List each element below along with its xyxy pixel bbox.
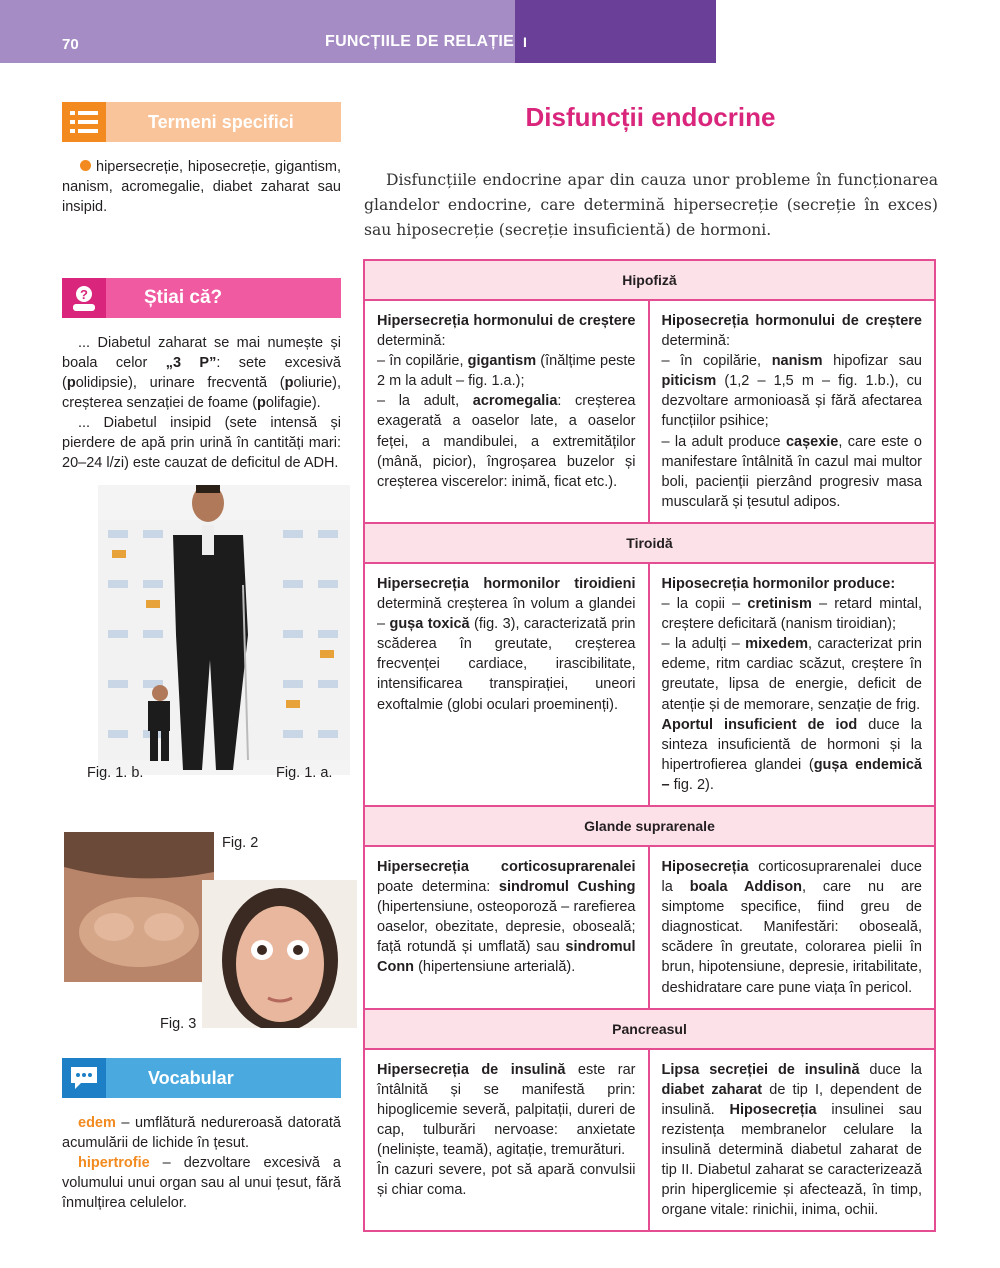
bullet-icon [80,160,91,171]
stiai-paragraph-1: ... Diabetul zaharat se mai numește și boala celor „3 P”: sete excesivă (polidipsie), urinare frecventă (poliurie), creșterea senzației de foame (polifagie). [62,335,341,411]
page-number: 70 [62,36,79,53]
fig-3-label: Fig. 3 [160,1016,197,1032]
row-pancreas [365,1050,934,1231]
row-hipofiza [365,301,934,524]
vocabular-header [62,1058,341,1098]
chapter-number: I [523,34,527,50]
section-tiroida: Tiroidă [365,524,934,564]
list-icon [62,102,106,142]
chapter-title: FUNCȚIILE DE RELAȚIE [325,33,515,50]
header-accent [515,0,716,63]
termeni-specifici-header [62,102,341,142]
stiai-ca-header [62,278,341,318]
stiai-ca-text [62,333,341,473]
pancreas-hiposecretie: Lipsa secreției de insulină duce la diabet zaharat de tip I, dependent de insulină. Hiposecreția insulinei sau rezistența membranelor celulare la insulină determină diabetul zaharat de tip II. Diabetul zaharat se caracterizează prin hiperglicemie și afectează, în timp, organe vitale: rinichii, inima, ochii. [661,1061,922,1219]
suprarenale-hiposecretie: Hiposecreția corticosuprarenalei duce la boala Addison, care nu are simptome specifice, fiind greu de diagnosticat. Manifestări: oboseală, scădere în greutate, colorarea pielii în brun, hipotensiune, depresie, iritabilitate, deshidratare care pune viața în pericol. [661,858,922,996]
row-tiroida [365,564,934,807]
vocabular-title: Vocabular [106,1058,341,1098]
row-suprarenale [365,847,934,1010]
termeni-specifici-title: Termeni specifici [106,102,341,142]
vocab-entry-hipertrofie: hipertrofie – dezvoltare excesivă a volumului unui organ sau al unui țesut, fără înmulțirea celulelor. [62,1155,341,1211]
disorders-table [363,259,936,1232]
stiai-ca-title: Știai că? [106,278,341,318]
vocab-entry-edem: edem – umflătură nedureroasă datorată acumulării de lichide în țesut. [62,1115,341,1151]
header-bar [0,0,515,63]
hipofiza-hiposecretie: Hiposecreția hormonului de creștere determină: – în copilărie, nanism hipofizar sau piticism (1,2 – 1,5 m – fig. 1.b.), cu dezvoltare armonioasă și fără afectarea funcțiilor psihice; – la adult produce cașexie, care este o manifestare întâlnită în cazul mai multor boli, pacienții pierzând progresiv masa musculară și țesutul adipos. [661,313,922,510]
tiroida-hipersecretie: Hipersecreția hormonilor tiroidieni determină creșterea în volum a glandei – gușa toxică (fig. 3), caracterizată prin scăderea în greutate, creșterea frecvenței cardiace, irascibilitate, intensificarea transpirației, uneori exoftalmie (globi oculari proeminenți). [365,564,650,805]
speech-bubble-icon [62,1058,106,1098]
stiai-paragraph-2: ... Diabetul insipid (sete intensă și pierdere de apă prin urină în cantități mari: 20–24 l/zi) este cauzat de deficitul de ADH. [62,415,341,471]
section-pancreas: Pancreasul [365,1010,934,1050]
intro-paragraph: Disfuncțiile endocrine apar din cauza unor probleme în funcționarea glandelor endocrine, care determină hipersecreție (secreție în exces) sau hiposecreție (secreție insuficientă) de hormoni. [364,171,938,239]
suprarenale-hipersecretie: Hipersecreția corticosuprarenalei poate determina: sindromul Cushing (hipertensiune, osteoporoză – rarefierea oaselor, obezitate, depresie, oboseală; față rotundă și umflată) sau sindromul Conn (hipertensiune arterială). [365,847,650,1008]
hipofiza-hipersecretie: Hipersecreția hormonului de creștere determină: – în copilărie, gigantism (înălțime peste 2 m la adult – fig. 1.a.); – la adult, acromegalia: creșterea exagerată a oaselor late, a oaselor feței, a mandibulei, a extremităților (mână, picior), îngroșarea buzelor și creșterea viscerelor: inimă, ficat etc.). [365,301,650,522]
fig-1b-label: Fig. 1. b. [87,765,144,781]
fig-2-label: Fig. 2 [222,835,259,851]
photo-giant-and-dwarf [98,485,350,775]
vocabular-text [62,1113,341,1213]
pancreas-hipersecretie: Hipersecreția de insulină este rar întâlnită și se manifestă prin: hipoglicemie severă, palpitații, dureri de cap, tulburări nervoase: anxietate (neliniște, teamă), agitație, tremurături. În cazuri severe, pot să apară convulsii și chiar coma. [365,1050,650,1231]
tiroida-hiposecretie: Hiposecreția hormonilor produce: – la copii – cretinism – retard mintal, creștere deficitară (nanism tiroidian); – la adulți – mixedem, caracterizat prin edeme, ritm cardiac scăzut, creștere în greutate, lipsa de energie, deficit de atenție și de memorare, senzație de frig. Aportul insuficient de iod duce la sinteza insuficientă de hormoni și la hipertrofierea glandei (gușa endemică – fig. 2). [661,575,922,793]
section-title: Disfuncții endocrine [525,102,776,132]
section-hipofiza: Hipofiză [365,261,934,301]
svg-text:?: ? [80,287,88,302]
fig-1a-label: Fig. 1. a. [276,765,333,781]
termeni-specifici-text: hipersecreție, hiposecreție, gigantism, nanism, acromegalie, diabet zaharat sau insipid. [62,159,341,215]
question-person-icon [62,278,106,318]
photo-goiter-neck [64,832,214,982]
photo-exophthalmos-face [202,880,357,1028]
section-suprarenale: Glande suprarenale [365,807,934,847]
